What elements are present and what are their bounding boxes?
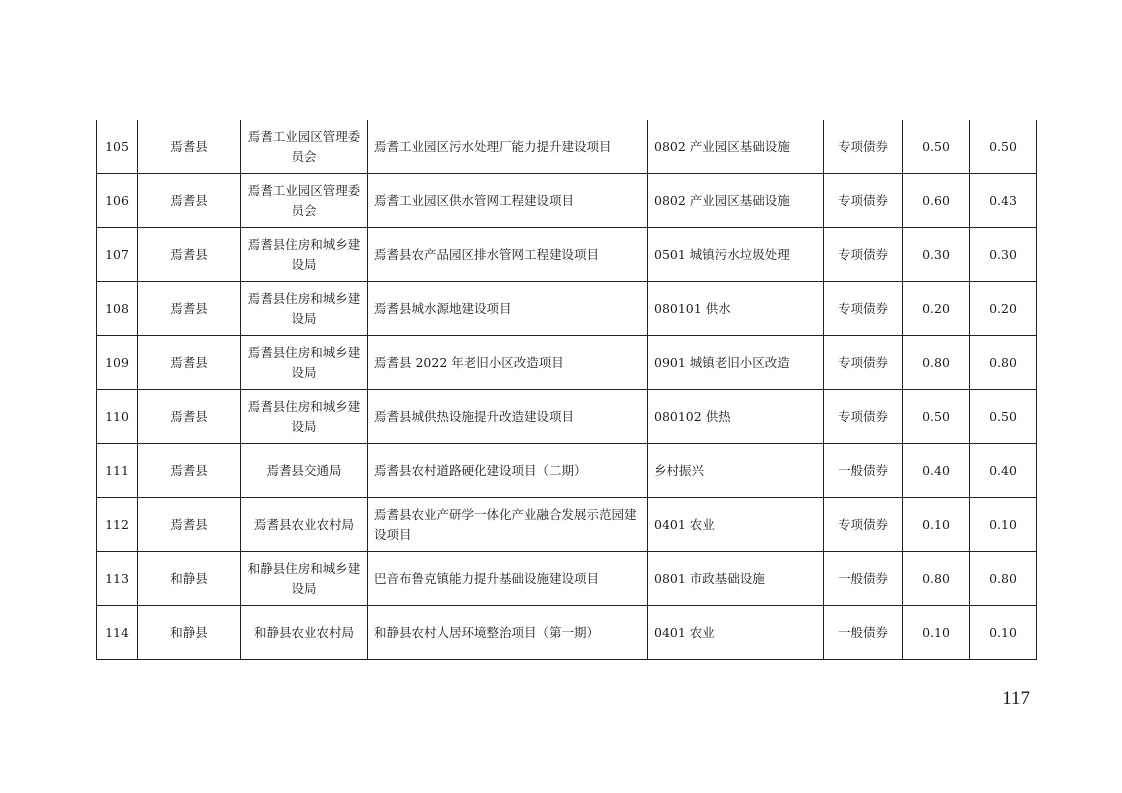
cell-unit: 焉耆县住房和城乡建设局 [241, 390, 368, 444]
cell-category: 0501 城镇污水垃圾处理 [648, 228, 824, 282]
cell-number: 114 [97, 606, 138, 660]
cell-amount-b: 0.80 [970, 336, 1037, 390]
table-row [97, 606, 1037, 660]
cell-project-name: 巴音布鲁克镇能力提升基础设施建设项目 [368, 552, 648, 606]
cell-bond-type: 专项债券 [824, 390, 903, 444]
table-row [97, 336, 1037, 390]
cell-bond-type: 一般债券 [824, 552, 903, 606]
cell-amount-b: 0.20 [970, 282, 1037, 336]
cell-unit: 焉耆县农业农村局 [241, 498, 368, 552]
cell-amount-b: 0.43 [970, 174, 1037, 228]
cell-county: 和静县 [138, 552, 241, 606]
cell-unit: 焉耆县住房和城乡建设局 [241, 228, 368, 282]
cell-county: 焉耆县 [138, 174, 241, 228]
cell-county: 焉耆县 [138, 282, 241, 336]
table-row [97, 498, 1037, 552]
cell-category: 0802 产业园区基础设施 [648, 174, 824, 228]
cell-number: 105 [97, 120, 138, 174]
cell-amount-a: 0.80 [903, 336, 970, 390]
cell-category: 0802 产业园区基础设施 [648, 120, 824, 174]
cell-project-name: 焉耆县农村道路硬化建设项目（二期） [368, 444, 648, 498]
cell-amount-a: 0.40 [903, 444, 970, 498]
cell-amount-a: 0.20 [903, 282, 970, 336]
cell-bond-type: 一般债券 [824, 606, 903, 660]
cell-number: 113 [97, 552, 138, 606]
cell-county: 焉耆县 [138, 120, 241, 174]
cell-bond-type: 一般债券 [824, 444, 903, 498]
cell-unit: 和静县住房和城乡建设局 [241, 552, 368, 606]
cell-amount-a: 0.60 [903, 174, 970, 228]
cell-category: 乡村振兴 [648, 444, 824, 498]
cell-number: 107 [97, 228, 138, 282]
cell-category: 080101 供水 [648, 282, 824, 336]
table-row [97, 444, 1037, 498]
cell-category: 0401 农业 [648, 498, 824, 552]
cell-amount-a: 0.10 [903, 606, 970, 660]
cell-unit: 焉耆县住房和城乡建设局 [241, 336, 368, 390]
cell-amount-a: 0.50 [903, 390, 970, 444]
table-row [97, 174, 1037, 228]
cell-unit: 焉耆县交通局 [241, 444, 368, 498]
cell-project-name: 焉耆县农产品园区排水管网工程建设项目 [368, 228, 648, 282]
cell-category: 080102 供热 [648, 390, 824, 444]
cell-unit: 焉耆县住房和城乡建设局 [241, 282, 368, 336]
cell-amount-b: 0.50 [970, 390, 1037, 444]
cell-number: 108 [97, 282, 138, 336]
cell-amount-b: 0.80 [970, 552, 1037, 606]
table-row [97, 552, 1037, 606]
cell-project-name: 焉耆县城水源地建设项目 [368, 282, 648, 336]
cell-amount-a: 0.30 [903, 228, 970, 282]
cell-project-name: 焉耆县农业产研学一体化产业融合发展示范园建设项目 [368, 498, 648, 552]
cell-county: 焉耆县 [138, 498, 241, 552]
cell-number: 109 [97, 336, 138, 390]
cell-project-name: 焉耆工业园区供水管网工程建设项目 [368, 174, 648, 228]
table-row [97, 282, 1037, 336]
cell-project-name: 焉耆工业园区污水处理厂能力提升建设项目 [368, 120, 648, 174]
cell-number: 110 [97, 390, 138, 444]
cell-bond-type: 专项债券 [824, 336, 903, 390]
cell-county: 焉耆县 [138, 444, 241, 498]
cell-amount-a: 0.10 [903, 498, 970, 552]
cell-county: 焉耆县 [138, 336, 241, 390]
cell-bond-type: 专项债券 [824, 282, 903, 336]
cell-unit: 和静县农业农村局 [241, 606, 368, 660]
table-row [97, 228, 1037, 282]
cell-amount-b: 0.10 [970, 498, 1037, 552]
cell-project-name: 焉耆县城供热设施提升改造建设项目 [368, 390, 648, 444]
cell-category: 0901 城镇老旧小区改造 [648, 336, 824, 390]
cell-amount-b: 0.10 [970, 606, 1037, 660]
cell-project-name: 焉耆县 2022 年老旧小区改造项目 [368, 336, 648, 390]
cell-bond-type: 专项债券 [824, 120, 903, 174]
bond-project-table [96, 120, 1037, 660]
cell-category: 0801 市政基础设施 [648, 552, 824, 606]
cell-county: 和静县 [138, 606, 241, 660]
table-body [97, 120, 1037, 660]
cell-number: 106 [97, 174, 138, 228]
cell-unit: 焉耆工业园区管理委员会 [241, 174, 368, 228]
cell-county: 焉耆县 [138, 228, 241, 282]
cell-amount-b: 0.40 [970, 444, 1037, 498]
cell-bond-type: 专项债券 [824, 174, 903, 228]
table-row [97, 390, 1037, 444]
page-number: 117 [1002, 688, 1030, 709]
cell-county: 焉耆县 [138, 390, 241, 444]
cell-amount-a: 0.50 [903, 120, 970, 174]
cell-amount-b: 0.50 [970, 120, 1037, 174]
cell-project-name: 和静县农村人居环境整治项目（第一期） [368, 606, 648, 660]
cell-unit: 焉耆工业园区管理委员会 [241, 120, 368, 174]
cell-amount-a: 0.80 [903, 552, 970, 606]
cell-amount-b: 0.30 [970, 228, 1037, 282]
cell-number: 112 [97, 498, 138, 552]
cell-category: 0401 农业 [648, 606, 824, 660]
cell-bond-type: 专项债券 [824, 498, 903, 552]
table-row [97, 120, 1037, 174]
cell-bond-type: 专项债券 [824, 228, 903, 282]
cell-number: 111 [97, 444, 138, 498]
